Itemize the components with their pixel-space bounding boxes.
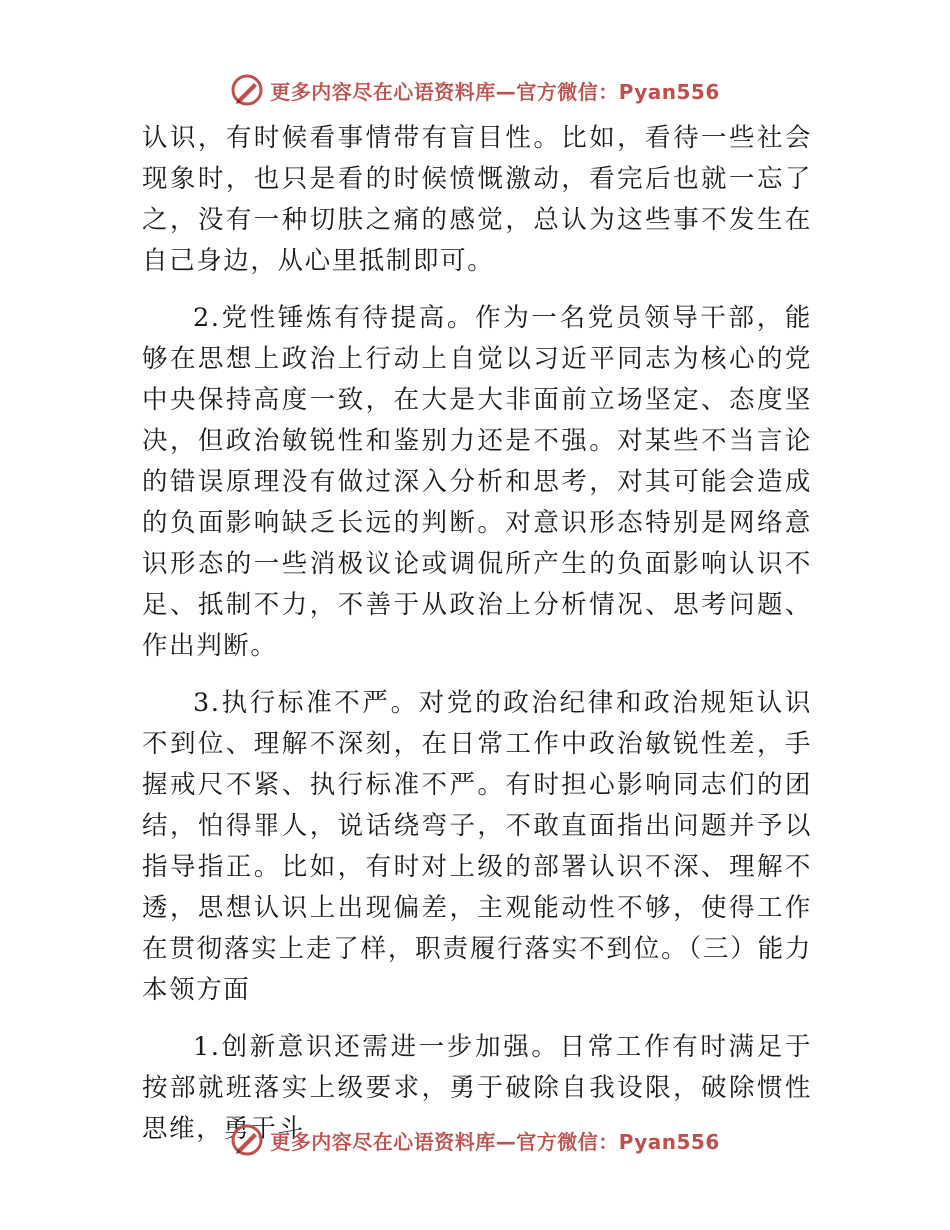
paragraph-innovation: 1.创新意识还需进一步加强。日常工作有时满足于按部就班落实上级要求，勇于破除自我设限，破除惯性思维，勇于斗 (142, 1032, 812, 1144)
watermark-text: 更多内容尽在心语资料库—官方微信：Pyan556 (270, 1129, 720, 1154)
watermark-banner-top (0, 70, 950, 110)
document-body (142, 118, 812, 1150)
paragraph-continuation: 认识，有时候看事情带有盲目性。比如，看待一些社会现象时，也只是看的时候愤慨激动，看完后也就一忘了之，没有一种切肤之痛的感觉，总认为这些事不发生在自己身边，从心里抵制即可。 (142, 123, 812, 276)
pen-logo-icon (230, 1123, 264, 1157)
pen-logo-icon (230, 73, 264, 107)
watermark-text: 更多内容尽在心语资料库—官方微信：Pyan556 (270, 79, 720, 104)
paragraph-party-spirit: 2.党性锤炼有待提高。作为一名党员领导干部，能够在思想上政治上行动上自觉以习近平同志为核心的党中央保持高度一致，在大是大非面前立场坚定、态度坚决，但政治敏锐性和鉴别力还是不强。对某些不当言论的错误原理没有做过深入分析和思考，对其可能会造成的负面影响缺乏长远的判断。对意识形态特别是网络意识形态的一些消极议论或调侃所产生的负面影响认识不足、抵制不力，不善于从政治上分析情况、思考问题、作出判断。 (142, 303, 812, 661)
watermark-banner-bottom (0, 1120, 950, 1160)
paragraph-standards: 3.执行标准不严。对党的政治纪律和政治规矩认识不到位、理解不深刻，在日常工作中政治敏锐性差，手握戒尺不紧、执行标准不严。有时担心影响同志们的团结，怕得罪人，说话绕弯子，不敢直面指出问题并予以指导指正。比如，有时对上级的部署认识不深、理解不透，思想认识上出现偏差，主观能动性不够，使得工作在贯彻落实上走了样，职责履行落实不到位。（三）能力本领方面 (142, 688, 812, 1005)
